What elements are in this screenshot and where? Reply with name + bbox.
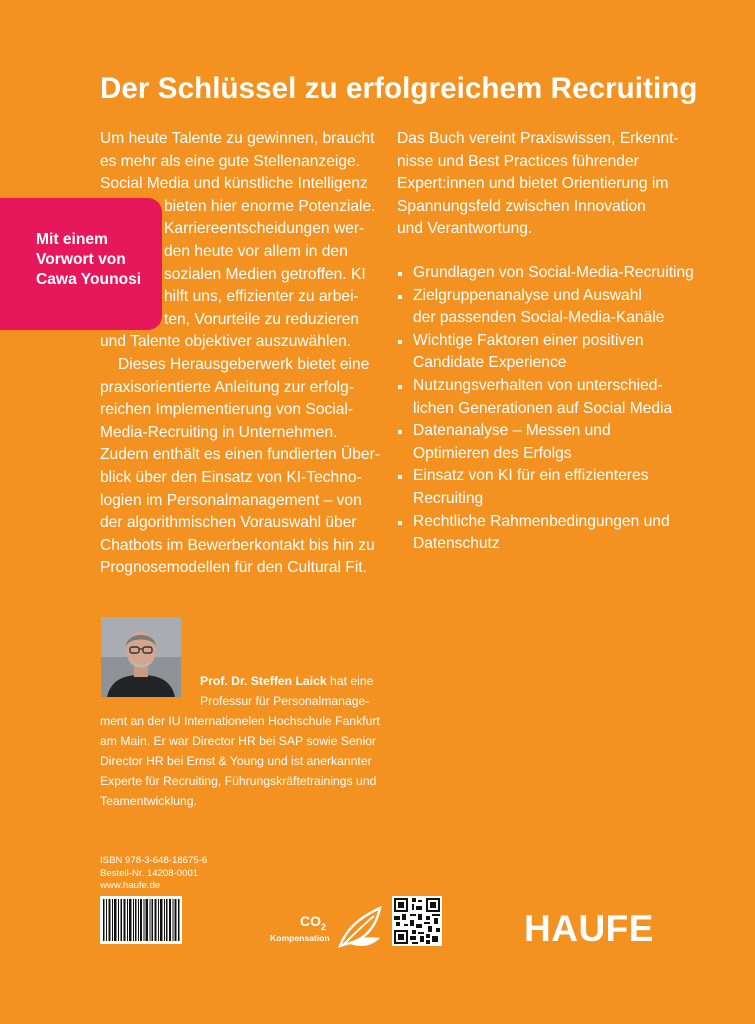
list-item: [397, 375, 727, 420]
co2-compensation-badge: [270, 902, 386, 950]
author-bio-text: Director HR bei Ernst & Young und ist anerkannter: [100, 754, 372, 768]
text-line: sozialen Medien getroffen. KI: [164, 265, 366, 283]
text-line: Prognosemodellen für den Cultural Fit.: [100, 559, 367, 577]
text-line: es mehr als eine gute Stellenanzeige.: [100, 152, 361, 170]
author-bio-text: ment an der IU Internationelen Hochschule Fankfurt: [100, 714, 380, 728]
co2-label: $CO_2$: [300, 913, 327, 932]
list-item-text: Wichtige Faktoren einer positiven: [413, 331, 644, 349]
text-line: reichen Implementierung von Social-: [100, 401, 354, 419]
imprint: [100, 855, 207, 893]
text-line: Spannungsfeld zwischen Innovation: [397, 197, 646, 215]
text-line: praxisorientierte Anleitung zur erfolg-: [100, 378, 354, 396]
description-left: [100, 128, 380, 580]
list-item: [397, 465, 727, 510]
co2-caption: Kompensation: [270, 933, 330, 943]
text-line: Dieses Herausgeberwerk bietet eine: [118, 355, 370, 373]
barcode-icon: [100, 896, 182, 944]
list-item-text: Recruiting: [413, 489, 484, 507]
list-item-text: Rechtliche Rahmenbedingungen und: [413, 512, 670, 530]
list-item: [397, 285, 727, 330]
order-number-text: Bestell-Nr. 14208-0001: [100, 867, 199, 879]
list-item-text: Einsatz von KI für ein effizienteres: [413, 467, 649, 485]
text-line: und Verantwortung.: [397, 220, 533, 238]
text-line: Zudem enthält es einen fundierten Über-: [100, 446, 380, 464]
list-item: [397, 420, 727, 465]
feature-list: [397, 262, 727, 556]
qr-code: [392, 896, 442, 946]
text-line: Um heute Talente zu gewinnen, braucht: [100, 130, 375, 147]
banner-line: Mit einem: [36, 231, 108, 248]
text-line: Social Media und künstliche Intelligenz: [100, 175, 368, 193]
text-line: bieten hier enorme Potenziale.: [164, 197, 376, 215]
list-item-text: der passenden Social-Media-Kanäle: [413, 309, 665, 327]
description-right: [397, 128, 717, 241]
foreword-banner: [0, 198, 162, 330]
text-line: Expert:innen und bietet Orientierung im: [397, 175, 669, 193]
text-line: Das Buch vereint Praxiswissen, Erkennt-: [397, 130, 679, 147]
isbn-text: ISBN 978-3-648-18675-6: [100, 855, 208, 866]
book-title: Der Schlüssel zu erfolgreichem Recruiting: [100, 72, 698, 105]
text-line: hilft uns, effizienter zu arbei-: [164, 288, 359, 306]
list-item-text: Zielgruppenanalyse und Auswahl: [413, 286, 642, 304]
list-item-text: Grundlagen von Social-Media-Recruiting: [413, 264, 694, 281]
banner-line: Vorwort von: [36, 251, 126, 268]
author-name: Prof. Dr. Steffen Laick: [200, 674, 327, 688]
text-line: blick über den Einsatz von KI-Techno-: [100, 468, 362, 486]
list-item-text: lichen Generationen auf Social Media: [413, 399, 673, 417]
text-line: Media-Recruiting in Unternehmen.: [100, 423, 338, 441]
text-line: Chatbots im Bewerberkontakt bis hin zu: [100, 536, 375, 554]
list-item-text: Nutzungsverhalten von unterschied-: [413, 376, 663, 394]
list-item-text: Datenschutz: [413, 535, 500, 553]
website-text: www.haufe.de: [100, 880, 161, 891]
text-line: logien im Personalmanagement – von: [100, 491, 362, 509]
barcode: [100, 896, 182, 944]
list-item: [397, 262, 727, 285]
author-bio: [100, 671, 400, 811]
list-item: [397, 511, 727, 556]
text-line: Karriereentscheidungen wer-: [164, 220, 365, 238]
list-item-text: Optimieren des Erfolgs: [413, 444, 572, 462]
text-line: den heute vor allem in den: [164, 242, 348, 260]
text-line: der algorithmischen Vorauswahl über: [100, 514, 357, 532]
banner-line: Cawa Younosi: [36, 271, 142, 288]
author-bio-text: am Main. Er war Director HR bei SAP sowie Senior: [100, 734, 377, 748]
list-item-text: Datenanalyse – Messen und: [413, 422, 611, 440]
list-item-text: Candidate Experience: [413, 354, 567, 372]
list-item: [397, 330, 727, 375]
text-line: nisse und Best Practices führender: [397, 152, 639, 170]
text-line: und Talente objektiver auszuwählen.: [100, 333, 352, 351]
author-bio-text: Professur für Personalmanage-: [200, 694, 370, 708]
leaf-icon: [336, 904, 386, 950]
author-bio-text: Teamentwicklung.: [100, 794, 197, 808]
publisher-logo: HAUFE: [524, 908, 654, 949]
author-bio-text: hat eine: [326, 674, 374, 688]
qr-code-icon: [392, 896, 442, 946]
author-bio-text: Experte für Recruiting, Führungskräftetrainings und: [100, 774, 377, 788]
text-line: ten, Vorurteile zu reduzieren: [164, 310, 360, 328]
